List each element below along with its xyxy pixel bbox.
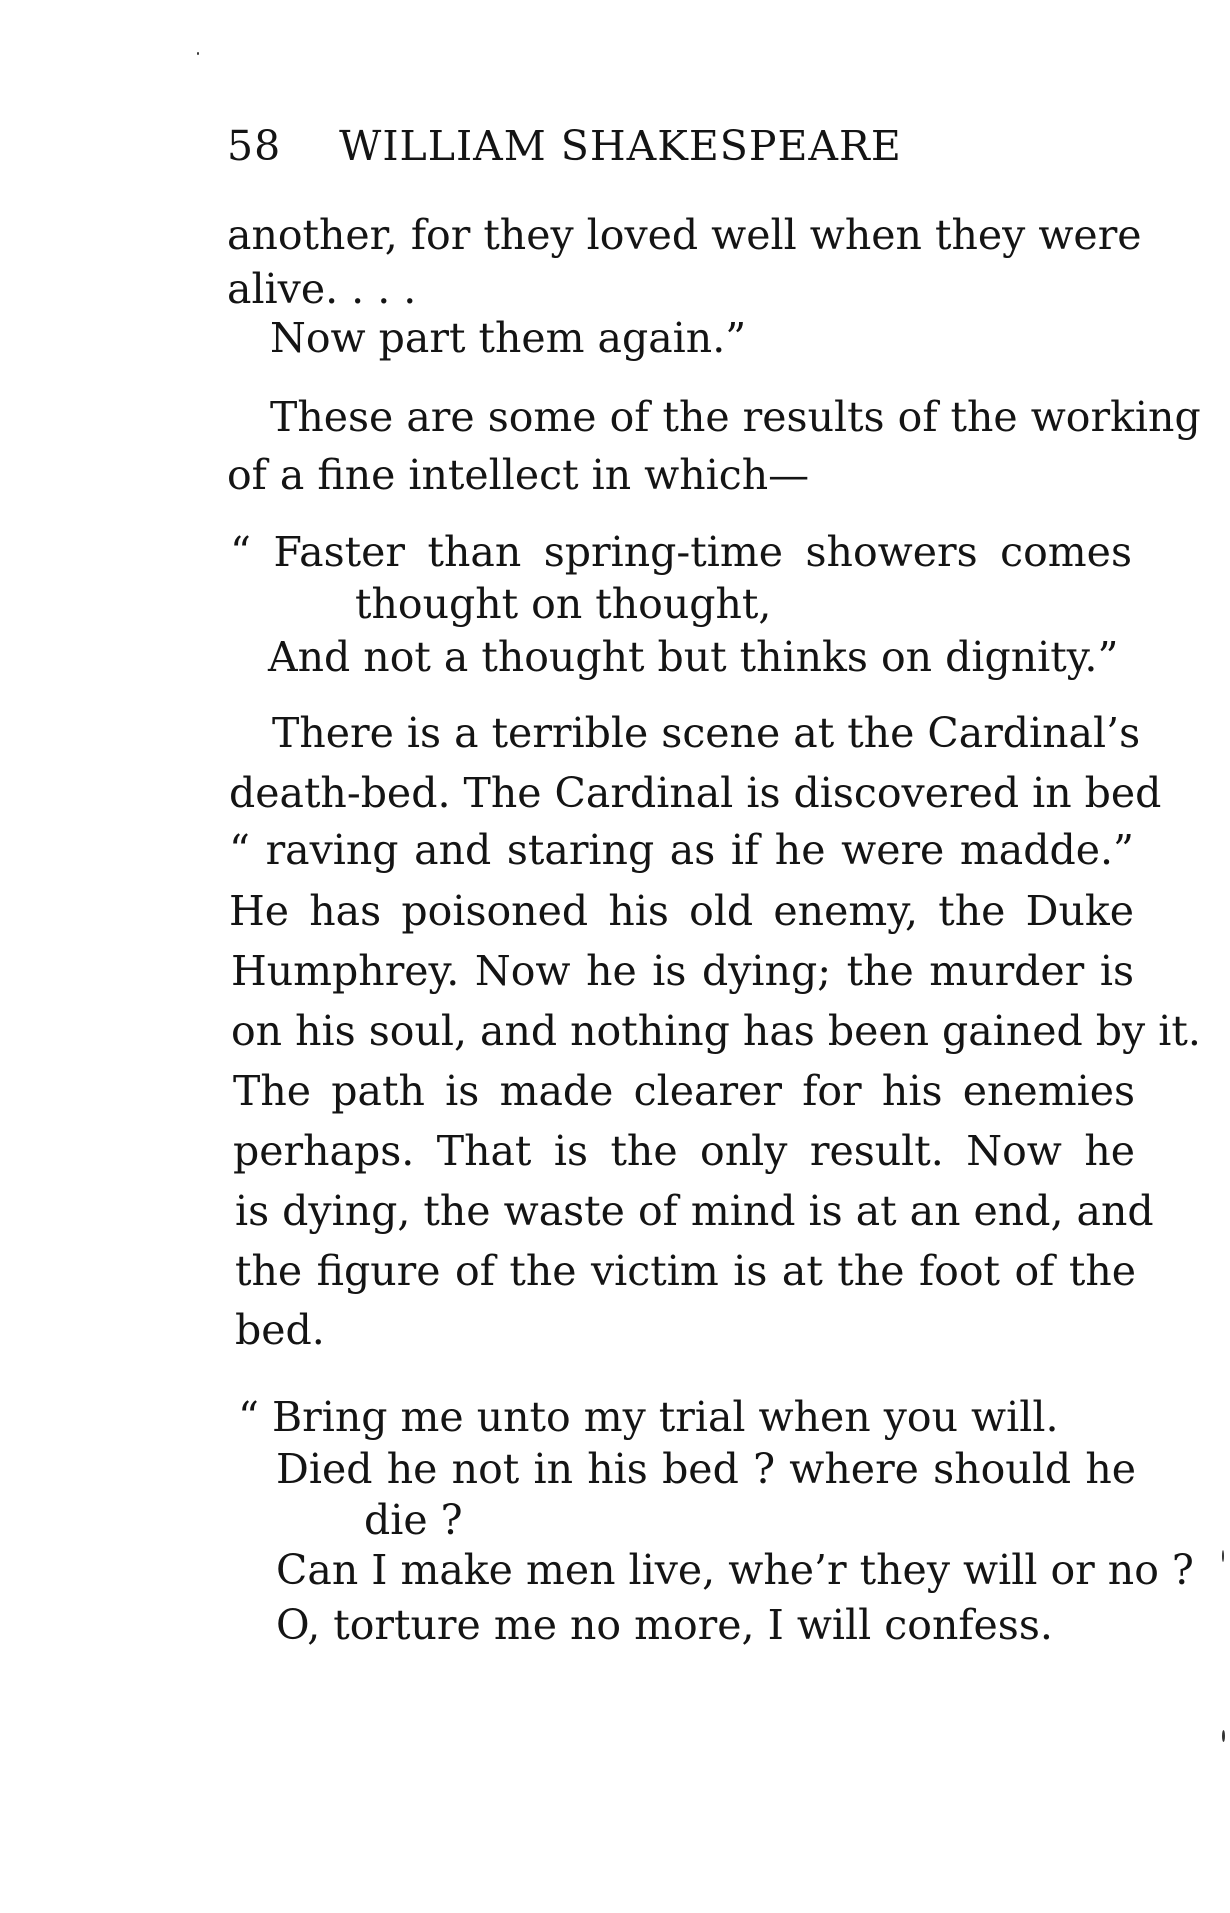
text-line: of a fine intellect in which—	[227, 451, 810, 499]
running-header	[227, 122, 902, 170]
verse-line: Can I make men live, whe’r they will or no ?	[276, 1546, 1194, 1594]
text-line: another, for they loved well when they were	[227, 211, 1142, 259]
text-line: There is a terrible scene at the Cardinal’s	[272, 709, 1141, 757]
text-line: alive. . . .	[227, 265, 417, 313]
text-line: perhaps. That is the only result. Now he	[233, 1127, 1135, 1175]
scan-speck	[197, 52, 199, 55]
verse-line: O, torture me no more, I will confess.	[276, 1601, 1053, 1649]
text-line: These are some of the results of the working	[270, 393, 1201, 441]
running-title: WILLIAM SHAKESPEARE	[339, 122, 902, 170]
text-line: death-bed. The Cardinal is discovered in bed	[229, 769, 1162, 817]
scan-speck	[1222, 1730, 1225, 1742]
text-line: the figure of the victim is at the foot of the	[235, 1247, 1136, 1295]
text-line: Now part them again.”	[270, 314, 747, 362]
verse-line: And not a thought but thinks on dignity.”	[268, 633, 1119, 681]
text-line: is dying, the waste of mind is at an end, and	[235, 1187, 1154, 1235]
verse-line: thought on thought,	[355, 580, 772, 628]
text-line: The path is made clearer for his enemies	[233, 1067, 1135, 1115]
verse-line: Died he not in his bed ? where should he	[276, 1445, 1136, 1493]
verse-line: “ Bring me unto my trial when you will.	[238, 1393, 1059, 1441]
text-line: bed.	[235, 1306, 325, 1354]
text-line: on his soul, and nothing has been gained by it.	[231, 1007, 1201, 1055]
scan-speck	[1222, 1550, 1224, 1562]
verse-line: die ?	[364, 1496, 463, 1544]
page-number: 58	[227, 122, 282, 170]
verse-line: “ Faster than spring-time showers comes	[230, 528, 1132, 576]
text-line: Humphrey. Now he is dying; the murder is	[231, 947, 1134, 995]
text-line: He has poisoned his old enemy, the Duke	[229, 887, 1134, 935]
text-line: “ raving and staring as if he were madde.”	[229, 826, 1134, 874]
